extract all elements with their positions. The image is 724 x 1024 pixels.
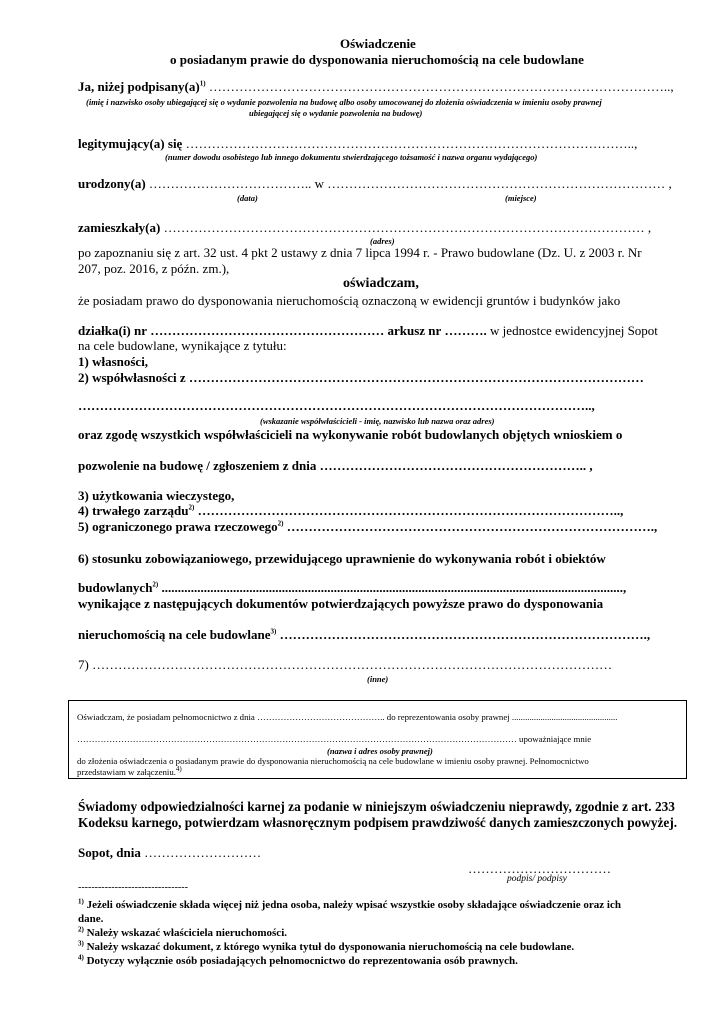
item-5-dots: …………………………………………………………………………., — [286, 519, 658, 534]
item-7-label: 7) — [78, 657, 89, 672]
birth-place-dots: …………………………………………………………………… , — [327, 176, 672, 191]
docs-dots: …………………………………………………………………………., — [279, 627, 651, 642]
footnote-rule: --------------------------------- — [78, 882, 188, 893]
item-6-field[interactable] — [78, 580, 626, 596]
id-field[interactable] — [78, 136, 637, 152]
signature-caption: podpis/ podpisy — [507, 874, 567, 884]
docs-text: wynikające z następujących dokumentów potwierdzających powyższe prawo do dysponowania — [78, 596, 604, 611]
address-field[interactable] — [78, 220, 651, 236]
permit-label: pozwolenie na budowę / zgłoszeniem z dnia — [78, 458, 317, 473]
proxy-line1[interactable] — [77, 712, 617, 722]
proxy-line1-b: …………………………………….. do reprezentowania osoby prawnej — [257, 712, 510, 722]
footnote-3 — [78, 941, 574, 953]
item-5-label: 5) ograniczonego prawa rzeczowego — [78, 519, 278, 534]
item-6: 6) stosunku zobowiązaniowego, przewidującego uprawnienie do wykonywania robót i obiektów — [78, 551, 606, 566]
proxy-line1-c: ................................................ — [511, 712, 618, 722]
footnote-4-text: Dotyczy wyłącznie osób posiadających pełnomocnictwo do reprezentowania osób prawnych. — [86, 955, 518, 967]
birth-field[interactable] — [78, 176, 672, 192]
footnote-ref-2b: 2) — [277, 519, 284, 528]
item-4-dots: …………………………………………………………………………………….., — [197, 503, 624, 518]
consent-text: oraz zgodę wszystkich współwłaścicieli na wykonywanie robót budowlanych objętych wnioskiem o — [78, 427, 623, 442]
law-text-line2: 207, poz. 2016, z późn. zm.), — [78, 261, 230, 276]
footnote-1-cont: dane. — [78, 913, 104, 925]
document-subtitle: o posiadanym prawie do dysponowania nieruchomością na cele budowlane — [170, 52, 584, 67]
id-dots: ………………………………………………………………………………………….., — [185, 136, 638, 151]
unit-text: w jednostce ewidencyjnej Sopot — [490, 323, 658, 338]
parcel-line2: na cele budowlane, wynikające z tytułu: — [78, 338, 287, 353]
name-dots: …………………………………………………………………………………………….., — [208, 79, 674, 94]
docs-field[interactable] — [78, 627, 650, 643]
item-7-dots: ………………………………………………………………………………………………………… — [92, 657, 613, 672]
proxy-line2-b: upoważniające mnie — [519, 734, 592, 744]
place-date-field[interactable] — [78, 845, 261, 861]
footnote-4-num: 4) — [78, 953, 84, 962]
proxy-caption: (nazwa i adres osoby prawnej) — [327, 746, 433, 756]
address-dots: ………………………………………………………………………………………………… , — [163, 220, 652, 235]
footnote-ref-2c: 2) — [152, 580, 159, 589]
footnote-3-text: Należy wskazać dokument, z którego wynika tytuł do dysponowania nieruchomością na cele budowlane. — [86, 941, 575, 953]
proxy-line3: do złożenia oświadczenia o posiadanym prawie do dysponowania nieruchomością na cele budowlane w imieniu osoby prawnej. Pełnomocnictwo — [77, 756, 589, 766]
item-2-line2[interactable]: ……………………………………………………………………………………………………….., — [78, 398, 595, 413]
docs-label: nieruchomością na cele budowlane — [78, 627, 271, 642]
sheet-dots: ………. — [444, 323, 487, 338]
permit-dots: …………………………………………………….. , — [319, 458, 593, 473]
footnote-ref-1: 1) — [199, 79, 206, 88]
parcel-field[interactable] — [78, 323, 658, 339]
footnote-ref-3: 3) — [270, 627, 277, 636]
item-2-dots: …………………………………………………………………………………………… — [188, 370, 644, 385]
address-caption: (adres) — [370, 236, 395, 246]
place-date-dots: ……………………… — [144, 845, 262, 860]
footnote-2 — [78, 927, 287, 939]
parcel-dots: ……………………………………………… — [150, 323, 385, 338]
footnote-ref-4: 4) — [175, 765, 182, 774]
proxy-line4 — [77, 767, 182, 777]
declare-text: że posiadam prawo do dysponowania nieruchomością oznaczoną w ewidencji gruntów i budynków jako — [78, 293, 621, 308]
item-5[interactable] — [78, 519, 657, 535]
birth-date-caption: (data) — [237, 193, 258, 203]
birth-place-caption: (miejsce) — [505, 193, 537, 203]
footnote-1 — [78, 899, 621, 911]
law-text-line1: po zapoznaniu się z art. 32 ust. 4 pkt 2 ustawy z dnia 7 lipca 1994 r. - Prawo budowlane (Dz. U. z 2003 r. Nr — [78, 245, 642, 260]
proxy-line2[interactable] — [77, 734, 591, 744]
name-caption-2: ubiegającej się o wydanie pozwolenia na budowę) — [249, 108, 423, 118]
declare-heading: oświadczam, — [343, 276, 419, 291]
footnote-1-text: Jeżeli oświadczenie składa więcej niż jedna osoba, należy wpisać wszystkie osoby składające oświadczenie oraz ich — [86, 899, 621, 911]
name-field[interactable] — [78, 79, 674, 95]
permit-field[interactable] — [78, 458, 593, 474]
item-3: 3) użytkowania wieczystego, — [78, 488, 235, 503]
item-6-label: budowlanych — [78, 580, 153, 595]
footnote-ref-2a: 2) — [188, 503, 195, 512]
proxy-line2-a: …………………………………………………………………………………………………………………………………… — [77, 734, 517, 744]
signature-dots[interactable]: …………………………… — [468, 861, 611, 876]
item-2-caption: (wskazanie współwłaścicieli - imię, nazwisko lub nazwa oraz adres) — [260, 416, 495, 426]
id-caption: (numer dowodu osobistego lub innego dokumentu stwierdzającego tożsamość i nazwa organu wydającego) — [165, 152, 538, 162]
liability-line2: Kodeksu karnego, potwierdzam własnoręcznym podpisem prawdziwość danych zamieszczonych powyżej. — [78, 815, 678, 830]
item-7[interactable] — [78, 657, 612, 673]
item-1: 1) własności, — [78, 354, 149, 369]
item-4[interactable] — [78, 503, 623, 519]
liability-line1: Świadomy odpowiedzialności karnej za podanie w niniejszym oświadczeniu nieprawdy, zgodnie z art. 233 — [78, 799, 675, 814]
document-title: Oświadczenie — [340, 36, 416, 51]
address-label: zamieszkały(a) — [78, 220, 161, 235]
id-label: legitymujący(a) się — [78, 136, 183, 151]
footnote-4 — [78, 955, 518, 967]
birth-label: urodzony(a) — [78, 176, 146, 191]
item-2-label: 2) współwłasności z — [78, 370, 186, 385]
footnote-2-num: 2) — [78, 925, 84, 934]
name-label: Ja, niżej podpisany(a) — [78, 79, 200, 94]
item-2[interactable] — [78, 370, 644, 386]
footnote-2-text: Należy wskazać właściciela nieruchomości. — [86, 927, 287, 939]
place-date-label: Sopot, dnia — [78, 845, 141, 860]
item-4-label: 4) trwałego zarządu — [78, 503, 189, 518]
parcel-label: działka(i) nr — [78, 323, 147, 338]
footnote-3-num: 3) — [78, 939, 84, 948]
item-6-dots: .............................................................................................................................................., — [161, 580, 627, 595]
birth-date-dots: ……………………………….. w — [148, 176, 325, 191]
proxy-line1-a: Oświadczam, że posiadam pełnomocnictwo z dnia — [77, 712, 255, 722]
item-7-caption: (inne) — [367, 674, 389, 684]
name-caption: (imię i nazwisko osoby ubiegającej się o wydanie pozwolenia na budowę albo osoby umocowanej do złożenia oświadczenia w imieniu osoby prawnej — [86, 97, 602, 107]
sheet-label: arkusz nr — [387, 323, 442, 338]
footnote-1-num: 1) — [78, 897, 84, 906]
proxy-line4-text: przedstawiam w załączeniu. — [77, 767, 176, 777]
